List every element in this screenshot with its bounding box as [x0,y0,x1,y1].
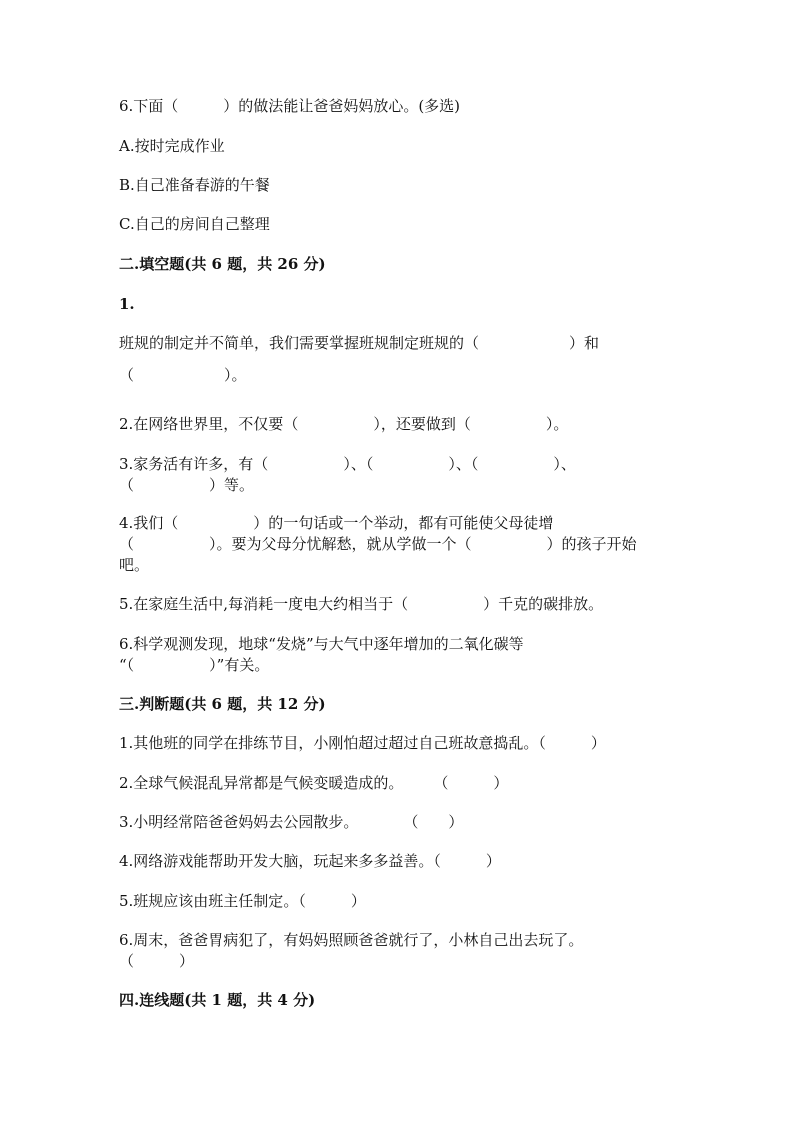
fill-question-6-line-2: “（ ）”有关。 [119,656,270,674]
fill-question-2: 2.在网络世界里，不仅要（ ），还要做到（ ）。 [119,415,569,433]
judge-question-1: 1.其他班的同学在排练节目，小刚怕超过超过自己班故意捣乱。（ ） [119,734,606,752]
option-a: A.按时完成作业 [119,137,225,155]
fill-question-3-line-2: （ ）等。 [119,476,255,494]
fill-question-4-line-2: （ ）。要为父母分忧解愁，就从学做一个（ ）的孩子开始 [119,535,637,553]
judge-question-4: 4.网络游戏能帮助开发大脑，玩起来多多益善。（ ） [119,852,501,870]
option-c: C.自己的房间自己整理 [119,215,270,233]
section-heading-fill-blank: 二.填空题(共 6 题，共 26 分) [119,255,326,273]
option-b: B.自己准备春游的午餐 [119,176,270,194]
fill-question-1-line-2: （ ）。 [119,366,247,384]
judge-question-3: 3.小明经常陪爸爸妈妈去公园散步。 （ ） [119,813,464,831]
fill-question-4-line-3: 吧。 [119,556,150,574]
question-number: 1. [119,295,135,313]
fill-question-1-line-1: 班规的制定并不简单，我们需要掌握班规制定班规的（ ）和 [119,334,600,352]
judge-question-6-line-2: （ ） [119,952,195,970]
fill-question-6-line-1: 6.科学观测发现，地球“发烧”与大气中逐年增加的二氧化碳等 [119,635,524,653]
section-heading-matching: 四.连线题(共 1 题，共 4 分) [119,991,316,1009]
fill-question-4-line-1: 4.我们（ ）的一句话或一个举动，都有可能使父母徒增 [119,514,554,532]
judge-question-6-line-1: 6.周末，爸爸胃病犯了，有妈妈照顾爸爸就行了，小林自己出去玩了。 [119,931,584,949]
fill-question-3-line-1: 3.家务活有许多，有（ ）、（ ）、（ ）、 [119,455,576,473]
section-heading-true-false: 三.判断题(共 6 题，共 12 分) [119,695,326,713]
judge-question-2: 2.全球气候混乱异常都是气候变暖造成的。 （ ） [119,774,509,792]
fill-question-5: 5.在家庭生活中,每消耗一度电大约相当于（ ）千克的碳排放。 [119,595,604,613]
judge-question-5: 5.班规应该由班主任制定。（ ） [119,892,366,910]
question-stem: 6.下面（ ）的做法能让爸爸妈妈放心。(多选) [119,97,461,115]
